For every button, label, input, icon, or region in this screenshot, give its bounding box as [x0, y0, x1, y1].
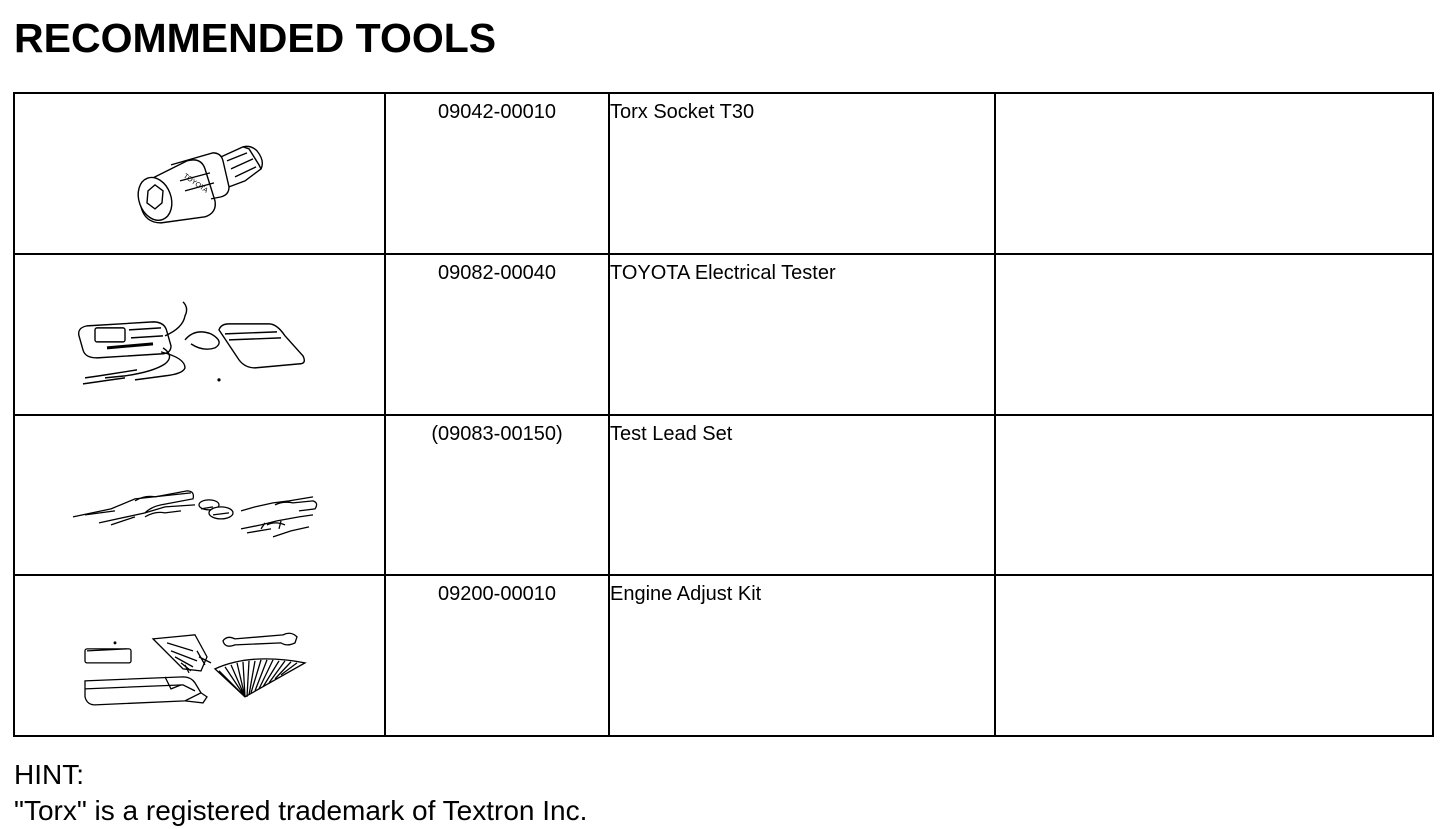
electrical-tester-icon: [15, 255, 384, 414]
part-number: 09082-00040: [385, 254, 609, 415]
tool-image-cell: [14, 254, 385, 415]
tools-table: [13, 92, 1434, 737]
tool-name: Torx Socket T30: [609, 93, 995, 254]
tool-image-cell: [14, 575, 385, 736]
note-cell: [995, 254, 1433, 415]
table-row: [14, 415, 1433, 576]
hint-text: "Torx" is a registered trademark of Textron Inc.: [14, 794, 588, 826]
note-cell: [995, 93, 1433, 254]
torx-socket-icon: [15, 94, 384, 253]
hint-section: [14, 757, 587, 829]
page-title: RECOMMENDED TOOLS: [14, 15, 497, 61]
note-cell: [995, 575, 1433, 736]
hint-label: HINT:: [14, 759, 84, 790]
part-number: (09083-00150): [385, 415, 609, 576]
tool-name: TOYOTA Electrical Tester: [609, 254, 995, 415]
engine-adjust-kit-icon: [15, 576, 384, 735]
test-lead-set-icon: [15, 416, 384, 575]
table-row: [14, 254, 1433, 415]
tool-image-cell: [14, 415, 385, 576]
tool-image-cell: [14, 93, 385, 254]
part-number: 09042-00010: [385, 93, 609, 254]
note-cell: [995, 415, 1433, 576]
table-row: [14, 93, 1433, 254]
tool-name: Test Lead Set: [609, 415, 995, 576]
svg-text:TOYOTA: TOYOTA: [181, 172, 209, 195]
table-row: [14, 575, 1433, 736]
tool-name: Engine Adjust Kit: [609, 575, 995, 736]
part-number: 09200-00010: [385, 575, 609, 736]
